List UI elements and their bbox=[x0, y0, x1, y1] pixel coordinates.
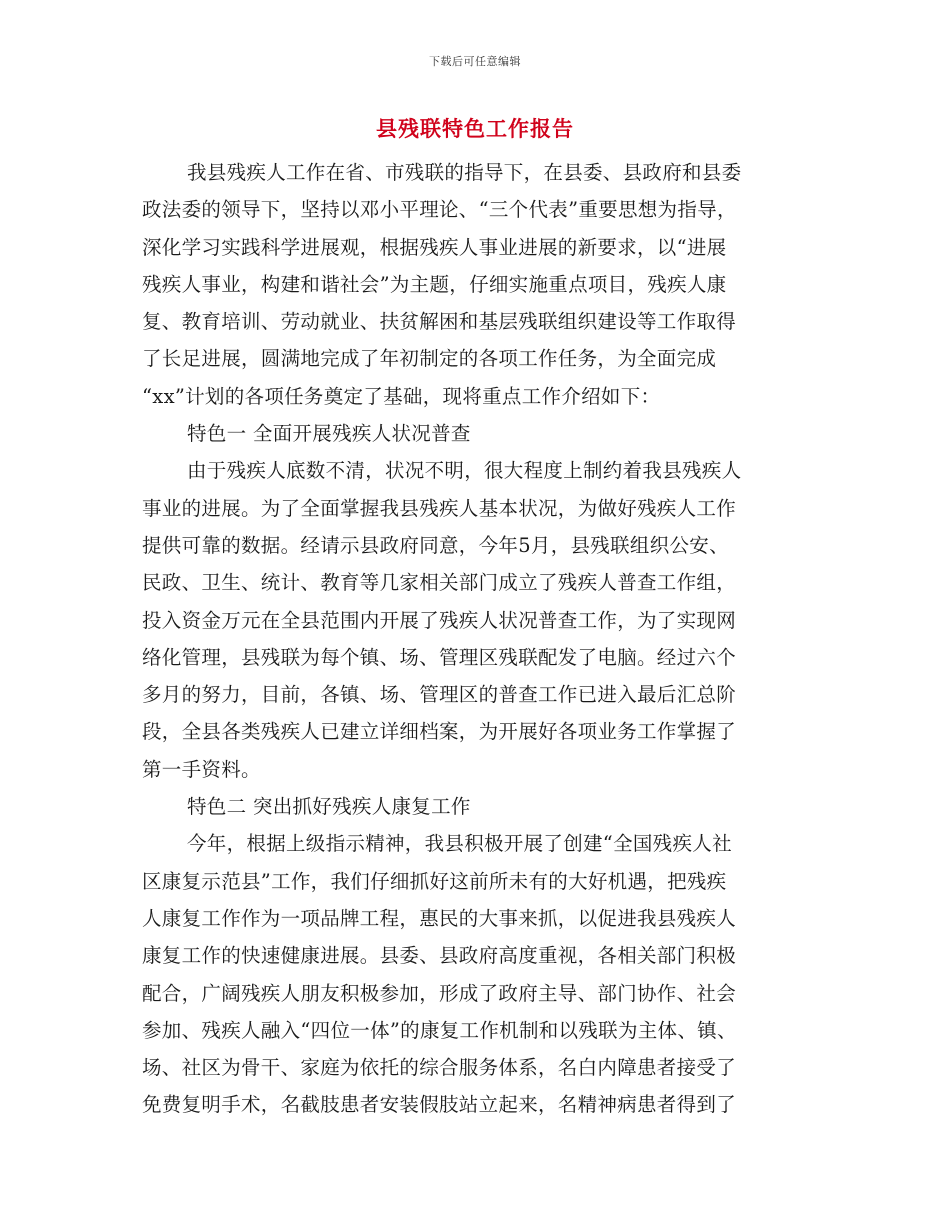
body-line: 场、社区为骨干、家庭为依托的综合服务体系，名白内障患者接受了 bbox=[142, 1056, 737, 1080]
body-line: 络化管理，县残联为每个镇、场、管理区残联配发了电脑。经过六个 bbox=[142, 645, 737, 669]
body-line: 投入资金万元在全县范围内开展了残疾人状况普查工作，为了实现网 bbox=[142, 608, 737, 632]
body-line: 政法委的领导下，坚持以邓小平理论、“三个代表”重要思想为指导， bbox=[142, 198, 737, 222]
body-line: 民政、卫生、统计、教育等几家相关部门成立了残疾人普查工作组， bbox=[142, 571, 737, 595]
body-line: 了长足进展，圆满地完成了年初制定的各项工作任务，为全面完成 bbox=[142, 347, 717, 371]
body-line: 事业的进展。为了全面掌握我县残疾人基本状况，为做好残疾人工作 bbox=[142, 496, 737, 520]
body-line: 特色二 突出抓好残疾人康复工作 bbox=[187, 795, 471, 819]
document-title: 县残联特色工作报告 bbox=[376, 116, 574, 141]
body-line: 提供可靠的数据。经请示县政府同意，今年5月，县残联组织公安、 bbox=[142, 533, 729, 557]
body-line: 段，全县各类残疾人已建立详细档案，为开展好各项业务工作掌握了 bbox=[142, 720, 737, 744]
body-line: 多月的努力，目前，各镇、场、管理区的普查工作已进入最后汇总阶 bbox=[142, 683, 737, 707]
body-line: 配合，广阔残疾人朋友积极参加，形成了政府主导、部门协作、社会 bbox=[142, 981, 737, 1005]
body-line: “xx”计划的各项任务奠定了基础，现将重点工作介绍如下： bbox=[142, 384, 661, 408]
header-note: 下载后可任意编辑 bbox=[429, 55, 521, 68]
body-line: 深化学习实践科学进展观，根据残疾人事业进展的新要求，以“进展 bbox=[142, 235, 727, 259]
body-line: 今年，根据上级指示精神，我县积极开展了创建“全国残疾人社 bbox=[187, 832, 732, 856]
body-line: 第一手资料。 bbox=[142, 757, 261, 781]
body-line: 复、教育培训、劳动就业、扶贫解困和基层残联组织建设等工作取得 bbox=[142, 310, 737, 334]
body-line: 我县残疾人工作在省、市残联的指导下，在县委、县政府和县委 bbox=[187, 161, 742, 184]
body-line: 康复工作的快速健康进展。县委、县政府高度重视，各相关部门积极 bbox=[142, 944, 737, 968]
body-line: 参加、残疾人融入“四位一体”的康复工作机制和以残联为主体、镇、 bbox=[142, 1018, 737, 1042]
body-line: 免费复明手术，名截肢患者安装假肢站立起来，名精神病患者得到了 bbox=[142, 1093, 737, 1117]
body-line: 人康复工作作为一项品牌工程，惠民的大事来抓，以促进我县残疾人 bbox=[142, 906, 737, 930]
body-line: 区康复示范县”工作，我们仔细抓好这前所未有的大好机遇，把残疾 bbox=[142, 869, 727, 893]
body-line: 由于残疾人底数不清，状况不明，很大程度上制约着我县残疾人 bbox=[187, 459, 742, 483]
body-line: 残疾人事业，构建和谐社会”为主题，仔细实施重点项目，残疾人康 bbox=[142, 272, 727, 296]
body-line: 特色一 全面开展残疾人状况普查 bbox=[187, 422, 471, 446]
document-body bbox=[142, 154, 812, 1124]
